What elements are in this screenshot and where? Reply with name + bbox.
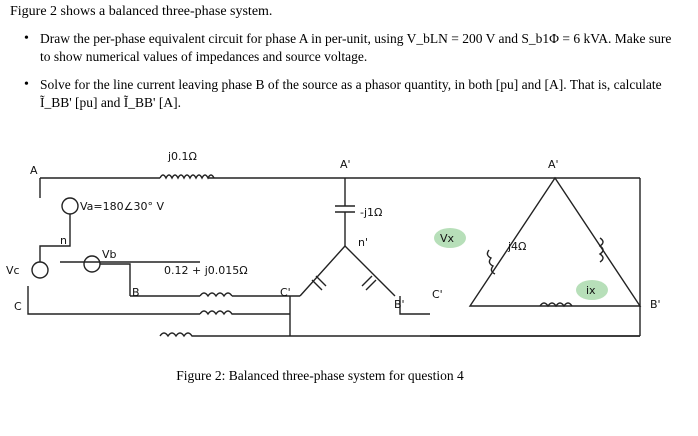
wye-cap-label: -j1Ω bbox=[360, 206, 383, 219]
line-impedance-label: j0.1Ω bbox=[168, 150, 197, 163]
figure-caption: Figure 2: Balanced three-phase system for question 4 bbox=[176, 368, 464, 383]
delta-b-label: B' bbox=[650, 298, 661, 311]
wye-b-label: B' bbox=[394, 298, 405, 311]
question-item-1: • Draw the per-phase equivalent circuit for phase A in per-unit, using V_bLN = 200 V and S_b1Φ = 6 kVA. Make sure to show numerical values of impedances and source voltage. bbox=[24, 30, 674, 66]
question-list bbox=[24, 30, 674, 122]
delta-vx-label: Vx bbox=[440, 232, 455, 245]
delta-a-label: A' bbox=[548, 158, 559, 171]
wye-n-label: n' bbox=[358, 236, 368, 249]
node-a-label: A bbox=[30, 164, 38, 177]
source-vb-label: Vb bbox=[102, 248, 117, 261]
node-c-label: C bbox=[14, 300, 22, 313]
wye-c-label: C' bbox=[280, 286, 291, 299]
circuit-figure bbox=[0, 146, 698, 366]
node-n-label: n bbox=[60, 234, 67, 247]
delta-c-label: C' bbox=[432, 288, 443, 301]
intro-text: Figure 2 shows a balanced three-phase system. bbox=[10, 4, 273, 19]
feeder-impedance-label: 0.12 + j0.015Ω bbox=[164, 264, 248, 277]
source-va-label: Va=180∠30° V bbox=[80, 200, 165, 213]
delta-ix-label: ix bbox=[586, 284, 596, 297]
node-b-label: B bbox=[132, 286, 140, 299]
delta-inductor-label: j4Ω bbox=[508, 240, 527, 253]
source-vc-label: Vc bbox=[6, 264, 20, 277]
wye-a-label: A' bbox=[340, 158, 351, 171]
question-item-2: • Solve for the line current leaving phase B of the source as a phasor quantity, in both [pu] and [A]. That is, calculate Ĩ_BB' [pu] and Ĩ_BB' [A]. bbox=[24, 76, 674, 112]
